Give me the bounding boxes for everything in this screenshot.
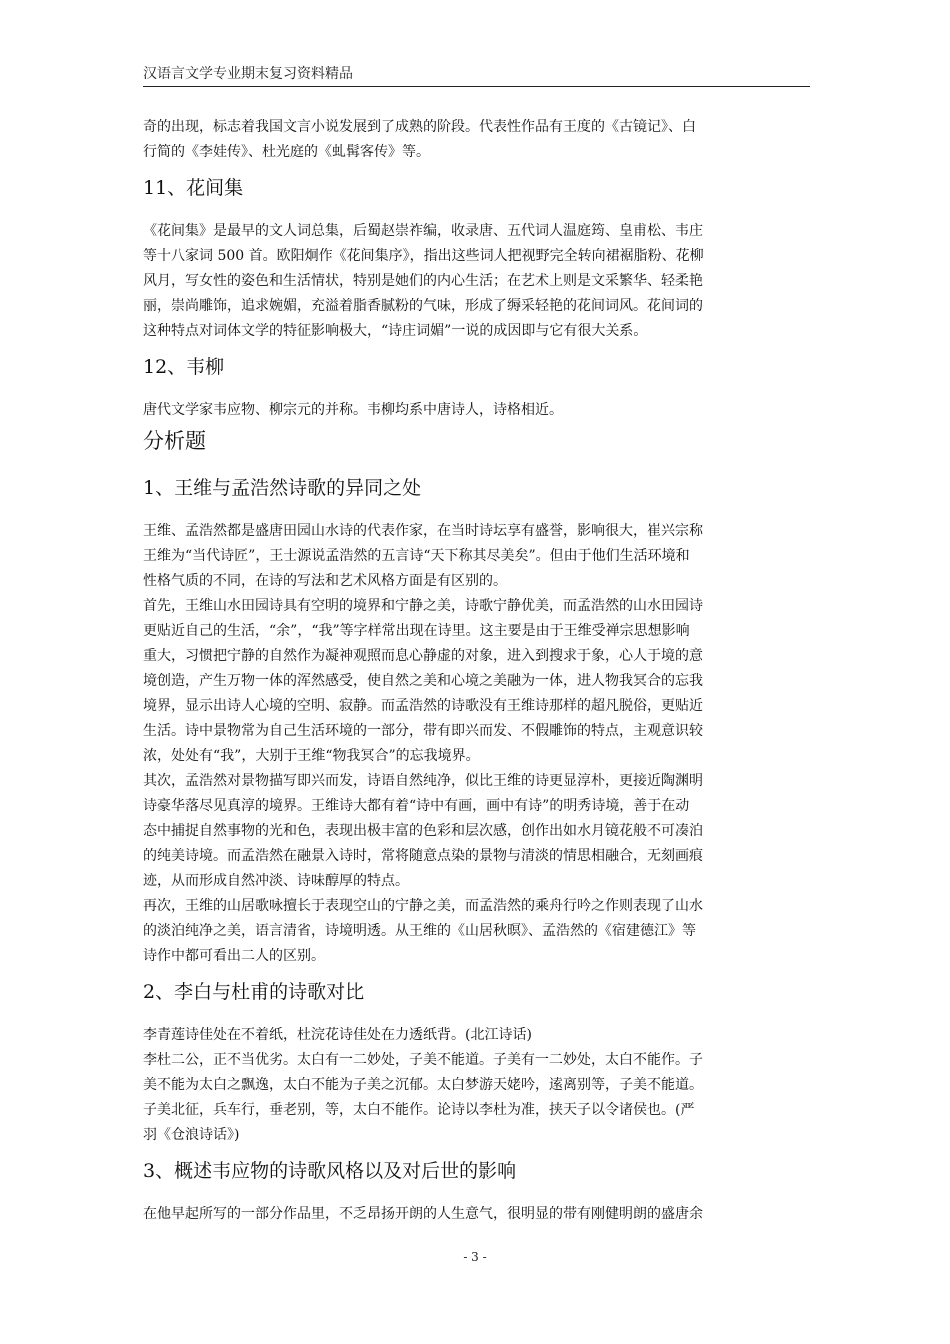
text-line: 的纯美诗境。而孟浩然在融景入诗时，常将随意点染的景物与清淡的情思相融合，无刻画痕	[143, 848, 703, 864]
question-heading: 11、花间集	[143, 177, 244, 199]
text-line: 重大，习惯把宁静的自然作为凝神观照而息心静虚的对象，进入到搜求于象，心人于境的意	[143, 648, 703, 664]
text-line: 唐代文学家韦应物、柳宗元的并称。韦柳均系中唐诗人，诗格相近。	[143, 402, 563, 418]
paragraph	[143, 1023, 810, 1148]
running-header: 汉语言文学专业期末复习资料精品	[143, 66, 353, 82]
text-line: 境创造，产生万物一体的浑然感受，使自然之美和心境之美融为一体，进人物我冥合的忘我	[143, 673, 703, 689]
text-line: 李杜二公，正不当优劣。太白有一二妙处，子美不能道。子美有一二妙处，太白不能作。子	[143, 1052, 703, 1068]
text-line: 诗作中都可看出二人的区别。	[143, 948, 325, 964]
text-line: 美不能为太白之飘逸，太白不能为子美之沉郁。太白梦游天姥吟，逺离别等，子美不能道。	[143, 1077, 703, 1093]
text-line: 子美北征，兵车行，垂老别，等，太白不能作。论诗以李杜为准，挟天子以令诸侯也。(严	[143, 1102, 695, 1118]
text-line: 这种特点对词体文学的特征影响极大，“诗庄词媚”一说的成因即与它有很大关系。	[143, 323, 648, 339]
text-line: 的淡泊纯净之美，语言清省，诗境明透。从王维的《山居秋暝》、孟浩然的《宿建德江》等	[143, 923, 696, 939]
text-line: 丽，崇尚雕饰，追求婉媚，充溢着脂香腻粉的气味，形成了缛采轻艳的花间词风。花间词的	[143, 298, 703, 314]
text-line: 等十八家词 500 首。欧阳炯作《花间集序》，指出这些词人把视野完全转向裙裾脂粉、花柳	[143, 248, 704, 264]
paragraph	[143, 219, 810, 344]
text-line: 风月，写女性的姿色和生活情状，特别是她们的内心生活；在艺术上则是文采繁华、轻柔艳	[143, 273, 703, 289]
text-line: 生活。诗中景物常为自己生活环境的一部分，带有即兴而发、不假雕饰的特点，主观意识较	[143, 723, 703, 739]
text-line: 王维、孟浩然都是盛唐田园山水诗的代表作家，在当时诗坛享有盛誉，影响很大，崔兴宗称	[143, 523, 703, 539]
text-line: 性格气质的不同，在诗的写法和艺术风格方面是有区别的。	[143, 573, 507, 589]
paragraph	[143, 115, 810, 165]
text-line: 浓，处处有“我”，大别于王维“物我冥合”的忘我境界。	[143, 748, 480, 764]
question-heading: 1、王维与孟浩然诗歌的异同之处	[143, 477, 422, 499]
text-line: 诗豪华落尽见真淳的境界。王维诗大都有着“诗中有画，画中有诗”的明秀诗境，善于在动	[143, 798, 690, 814]
paragraph	[143, 1202, 810, 1227]
question-heading: 12、韦柳	[143, 356, 225, 378]
paragraph	[143, 398, 810, 423]
text-line: 再次，王维的山居歌咏擅长于表现空山的宁静之美，而孟浩然的乘舟行吟之作则表现了山水	[143, 898, 703, 914]
page-number: - 3 -	[463, 1250, 487, 1264]
paragraph	[143, 519, 810, 969]
text-line: 迹，从而形成自然冲淡、诗味醇厚的特点。	[143, 873, 409, 889]
text-line: 态中捕捉自然事物的光和色，表现出极丰富的色彩和层次感，创作出如水月镜花般不可凑泊	[143, 823, 703, 839]
text-line: 首先，王维山水田园诗具有空明的境界和宁静之美，诗歌宁静优美，而孟浩然的山水田园诗	[143, 598, 703, 614]
text-line: 在他早起所写的一部分作品里，不乏昂扬开朗的人生意气，很明显的带有刚健明朗的盛唐余	[143, 1206, 703, 1222]
section-title: 分析题	[143, 429, 206, 453]
text-line: 行简的《李娃传》、杜光庭的《虬髯客传》等。	[143, 144, 430, 160]
page-body	[143, 115, 810, 1227]
text-line: 王维为“当代诗匠”，王士源说孟浩然的五言诗“天下称其尽美矣”。但由于他们生活环境和	[143, 548, 690, 564]
text-line: 李青莲诗佳处在不着纸，杜浣花诗佳处在力透纸背。(北江诗话)	[143, 1027, 532, 1043]
question-heading: 2、李白与杜甫的诗歌对比	[143, 981, 365, 1003]
text-line: 奇的出现，标志着我国文言小说发展到了成熟的阶段。代表性作品有王度的《古镜记》、白	[143, 119, 696, 135]
text-line: 更贴近自己的生活，“余”，“我”等字样常出现在诗里。这主要是由于王维受禅宗思想影响	[143, 623, 690, 639]
question-heading: 3、概述韦应物的诗歌风格以及对后世的影响	[143, 1160, 517, 1182]
header-divider	[143, 86, 810, 87]
text-line: 境界，显示出诗人心境的空明、寂静。而孟浩然的诗歌没有王维诗那样的超凡脱俗，更贴近	[143, 698, 703, 714]
text-line: 《花间集》是最早的文人词总集，后蜀赵崇祚编，收录唐、五代词人温庭筠、皇甫松、韦庄	[143, 223, 703, 239]
text-line: 羽《仓浪诗话》)	[143, 1127, 240, 1143]
text-line: 其次，孟浩然对景物描写即兴而发，诗语自然纯净，似比王维的诗更显淳朴，更接近陶渊明	[143, 773, 703, 789]
